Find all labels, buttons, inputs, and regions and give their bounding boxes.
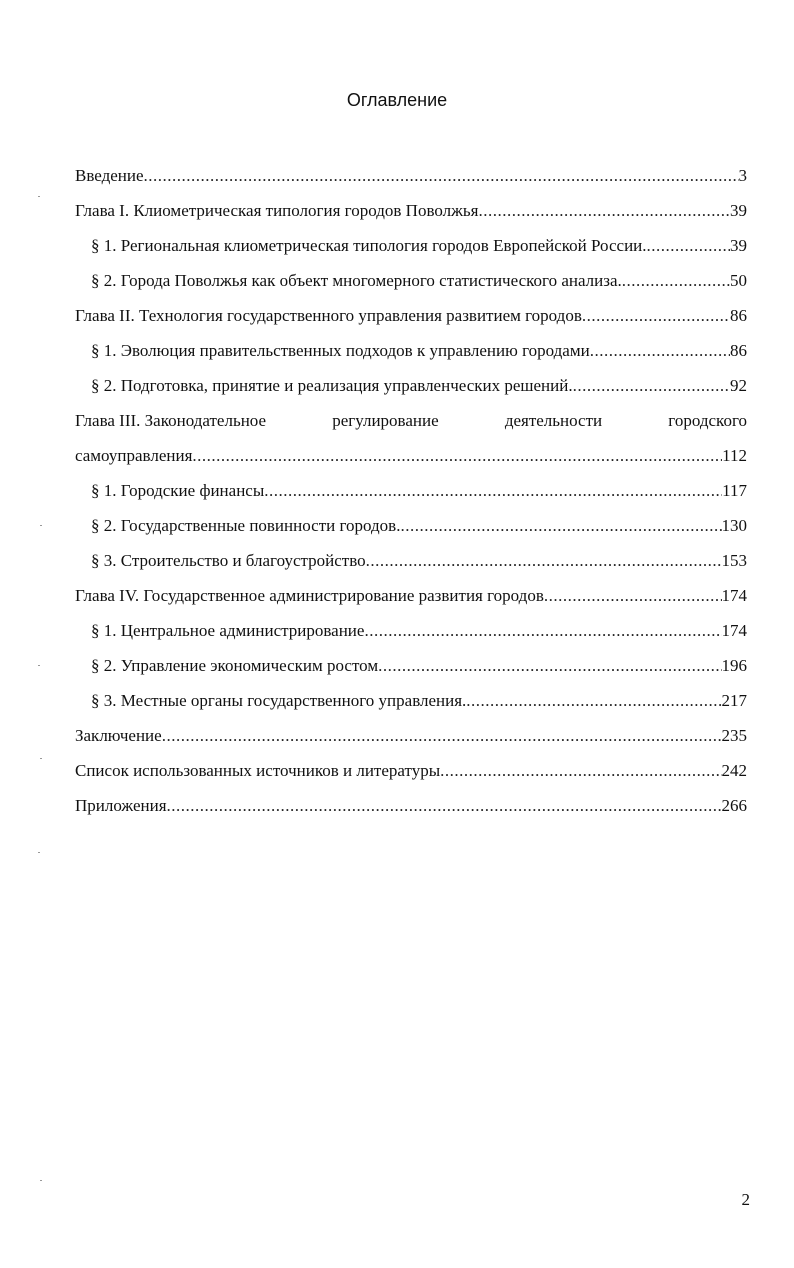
page-title: Оглавление — [346, 90, 448, 110]
toc-entry-page: 117 — [722, 481, 747, 500]
table-of-contents — [75, 158, 747, 823]
toc-entry-label: самоуправления — [75, 446, 193, 465]
toc-entry-label: Введение — [75, 166, 144, 185]
dot-leader — [144, 158, 739, 193]
toc-entry-chapter-4-section-1[interactable] — [75, 613, 747, 648]
toc-entry-chapter-3-line-1[interactable] — [75, 403, 747, 438]
toc-word: регулирование — [332, 411, 439, 430]
toc-entry-chapter-2[interactable] — [75, 298, 747, 333]
dot-leader — [364, 613, 721, 648]
dot-leader — [582, 298, 730, 333]
toc-entry-page: 235 — [721, 726, 747, 745]
dot-leader — [162, 718, 722, 753]
toc-entry-introduction[interactable] — [75, 158, 747, 193]
dot-leader — [544, 578, 722, 613]
toc-entry-page: 86 — [730, 306, 747, 325]
dot-leader — [192, 438, 722, 473]
toc-word: городского — [668, 411, 747, 430]
toc-entry-page: 92 — [730, 376, 747, 395]
toc-entry-chapter-1-section-2[interactable] — [75, 263, 747, 298]
toc-entry-page: 130 — [721, 516, 747, 535]
toc-entry-label: Глава I. Клиометрическая типология городов Поволжья — [75, 201, 479, 220]
toc-entry-label: Список использованных источников и литературы — [75, 761, 441, 780]
toc-entry-label-justified — [75, 403, 747, 438]
toc-entry-page: 242 — [721, 761, 747, 780]
toc-entry-page: 266 — [721, 796, 747, 815]
scan-speck — [38, 665, 40, 666]
scan-speck — [38, 852, 40, 853]
toc-entry-label: § 2. Управление экономическим ростом — [91, 656, 379, 675]
scan-speck — [40, 1180, 42, 1181]
toc-entry-bibliography[interactable] — [75, 753, 747, 788]
dot-leader — [440, 753, 721, 788]
dot-leader — [466, 683, 721, 718]
toc-entry-label: § 1. Региональная клиометрическая типология городов Европейской России. — [91, 236, 647, 255]
toc-entry-chapter-1[interactable] — [75, 193, 747, 228]
toc-entry-label: § 1. Городские финансы — [91, 481, 265, 500]
toc-entry-page: 153 — [721, 551, 747, 570]
toc-entry-label: § 3. Строительство и благоустройство — [91, 551, 366, 570]
toc-entry-label: Заключение — [75, 726, 162, 745]
toc-entry-chapter-2-section-2[interactable] — [75, 368, 747, 403]
toc-entry-conclusion[interactable] — [75, 718, 747, 753]
scan-speck — [38, 196, 40, 197]
toc-entry-page: 86 — [730, 341, 747, 360]
scan-speck — [40, 758, 42, 759]
dot-leader — [647, 228, 730, 263]
toc-entry-page: 174 — [721, 586, 747, 605]
toc-entry-chapter-4[interactable] — [75, 578, 747, 613]
toc-entry-page: 196 — [721, 656, 747, 675]
dot-leader — [478, 193, 730, 228]
toc-entry-page: 217 — [721, 691, 747, 710]
scan-speck — [40, 525, 42, 526]
toc-entry-page: 112 — [722, 446, 747, 465]
dot-leader — [378, 648, 721, 683]
toc-entry-chapter-4-section-2[interactable] — [75, 648, 747, 683]
toc-entry-chapter-2-section-1[interactable] — [75, 333, 747, 368]
toc-word: Глава III. Законодательное — [75, 411, 267, 430]
toc-entry-chapter-3-section-2[interactable] — [75, 508, 747, 543]
toc-entry-label: § 2. Города Поволжья как объект многомерного статистического анализа. — [91, 271, 622, 290]
toc-entry-page: 50 — [730, 271, 747, 290]
dot-leader — [400, 508, 721, 543]
dot-leader — [366, 543, 722, 578]
toc-entry-label: § 2. Государственные повинности городов. — [91, 516, 401, 535]
toc-entry-chapter-3-section-3[interactable] — [75, 543, 747, 578]
dot-leader — [167, 788, 722, 823]
toc-entry-chapter-4-section-3[interactable] — [75, 683, 747, 718]
toc-entry-label: § 2. Подготовка, принятие и реализация управленческих решений. — [91, 376, 573, 395]
dot-leader — [573, 368, 730, 403]
dot-leader — [590, 333, 730, 368]
toc-entry-label: § 1. Центральное администрирование — [91, 621, 365, 640]
toc-entry-chapter-3-section-1[interactable] — [75, 473, 747, 508]
dot-leader — [264, 473, 722, 508]
toc-entry-page: 3 — [738, 166, 747, 185]
toc-entry-label: § 3. Местные органы государственного управления. — [91, 691, 467, 710]
toc-entry-chapter-1-section-1[interactable] — [75, 228, 747, 263]
toc-entry-page: 39 — [730, 236, 747, 255]
toc-entry-label: Глава II. Технология государственного управления развитием городов — [75, 306, 582, 325]
toc-word: деятельности — [504, 411, 603, 430]
dot-leader — [622, 263, 730, 298]
toc-entry-label: Приложения — [75, 796, 167, 815]
toc-entry-appendices[interactable] — [75, 788, 747, 823]
page-number: 2 — [741, 1190, 750, 1209]
toc-entry-page: 174 — [721, 621, 747, 640]
toc-entry-chapter-3-line-2[interactable] — [75, 438, 747, 473]
toc-entry-label: Глава IV. Государственное администрирование развития городов — [75, 586, 544, 605]
toc-entry-label: § 1. Эволюция правительственных подходов к управлению городами — [91, 341, 590, 360]
toc-entry-page: 39 — [730, 201, 747, 220]
